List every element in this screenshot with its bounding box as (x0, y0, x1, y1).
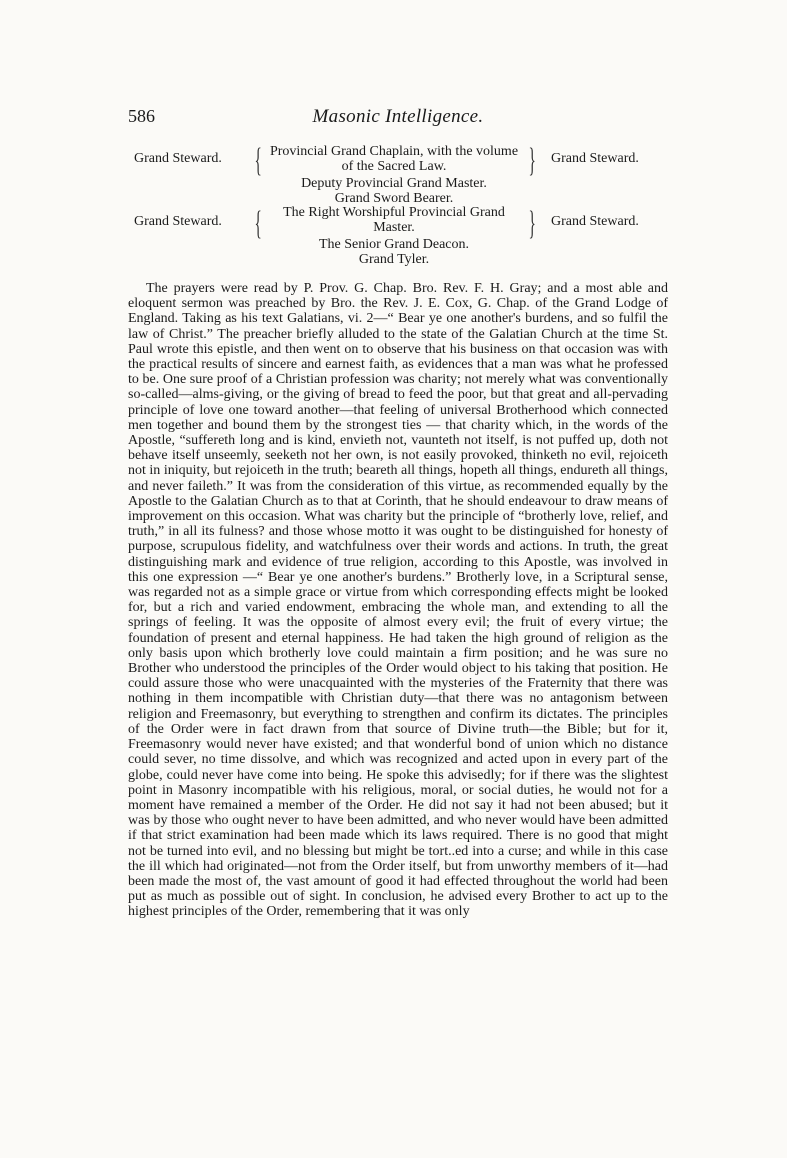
grand-tyler: Grand Tyler. (358, 252, 430, 267)
page-number: 586 (128, 106, 155, 126)
right-brace: } (528, 142, 536, 179)
page-header (128, 106, 668, 130)
grand-steward-left: Grand Steward. (134, 214, 222, 229)
deputy-provincial-grand-master: Deputy Provincial Grand Master. (301, 176, 487, 191)
grand-sword-bearer: Grand Sword Bearer. (334, 191, 454, 206)
article-body (128, 281, 668, 1141)
left-brace: { (254, 142, 262, 179)
grand-steward-right: Grand Steward. (551, 151, 639, 166)
procession-order (128, 142, 668, 269)
right-worshipful-provincial-grand-master: The Right Worshipful Provincial Grand Master. (283, 205, 505, 235)
left-brace: { (254, 205, 262, 242)
running-title: Masonic Intelligence. (312, 106, 484, 127)
right-brace: } (528, 205, 536, 242)
body-paragraph: The prayers were read by P. Prov. G. Chap. Bro. Rev. F. H. Gray; and a most able and eloquent sermon was preached by Bro. the Rev. J. E. Cox, G. Chap. of the Grand Lodge of England. Taking as his text Galatians, vi. 2—“ Bear ye one another's burdens, and so fulfil the law of Christ.” The preacher briefly alluded to the state of the Galatian Church at the time St. Paul wrote this epistle, and then went on to observe that his business on that occasion was with the practical results of sincere and earnest faith, as evidences that a man was what he professed to be. One sure proof of a Christian profession was charity; not merely what was conventionally so-called—alms-giving, or the giving of bread to feed the poor, but that great and all-pervading principle of love one toward another—that feeling of universal Brotherhood which connected men together and bound them by the strongest ties — that charity which, in the words of the Apostle, “suffereth long and is kind, envieth not, vaunteth not itself, is not puffed up, doth not behave itself unseemly, seeketh not her own, is not easily provoked, thinketh no evil, rejoiceth not in iniquity, but rejoiceth in the truth; beareth all things, hopeth all things, endureth all things, and never faileth.” It was from the consideration of this virtue, as recommended equally by the Apostle to the Galatian Church as to that at Corinth, that he should endeavour to draw means of improvement on this occasion. What was charity but the principle of “brotherly love, relief, and truth,” in all its fulness? and those whose motto it was ought to be distinguished for honesty of purpose, scrupulous fidelity, and watchfulness over their words and actions. In truth, the great distinguishing mark and evidence of true religion, according to this Apostle, was involved in this one expression —“ Bear ye one another's burdens.” Brotherly love, in a Scriptural sense, was regarded not as a simple grace or virtue from which corresponding effects might be looked for, but a rich and varied endowment, embracing the whole man, and extending to all the springs of feeling. It was the opposite of almost every evil; the fruit of every virtue; the foundation of present and eternal happiness. He had taken the high ground of religion as the only basis upon which brotherly love could maintain a firm position; and he was sure no Brother who understood the principles of the Order would object to his taking that position. He could assure those who were unacquainted with the mysteries of the Fraternity that there was nothing in them incompatible with Christian duty—that there was no antagonism between religion and Freemasonry, but everything to strengthen and confirm its dictates. The principles of the Order were in fact drawn from that source of Divine truth—the Bible; but for it, Freemasonry would never have existed; and that wonderful bond of union which no distance could sever, no time dissolve, and which was recognized and acted upon in every part of the globe, could never have come into being. He spoke this advisedly; for if there was the slightest point in Masonry incompatible with his religious, moral, or social duties, he would not for a moment have remained a member of the Order. He did not say it had not been abused; but it was by those who ought never to have been admitted, and who never would have been admitted if that strict examination had been made which its laws required. There is no good that might not be turned into evil, and no blessing but might be tort..ed into a curse; and while in this case the ill which had originated—not from the Order itself, but from unworthy members of it—had been made the most of, the vast amount of good it had effected throughout the world had been put as much as possible out of sight. In conclusion, he advised every Brother to act up to the highest principles of the Order, remembering that it was only (128, 281, 668, 920)
senior-grand-deacon: The Senior Grand Deacon. (318, 237, 470, 252)
grand-steward-left: Grand Steward. (134, 151, 222, 166)
provincial-grand-chaplain: Provincial Grand Chaplain, with the volume of the Sacred Law. (269, 144, 519, 174)
grand-steward-right: Grand Steward. (551, 214, 639, 229)
